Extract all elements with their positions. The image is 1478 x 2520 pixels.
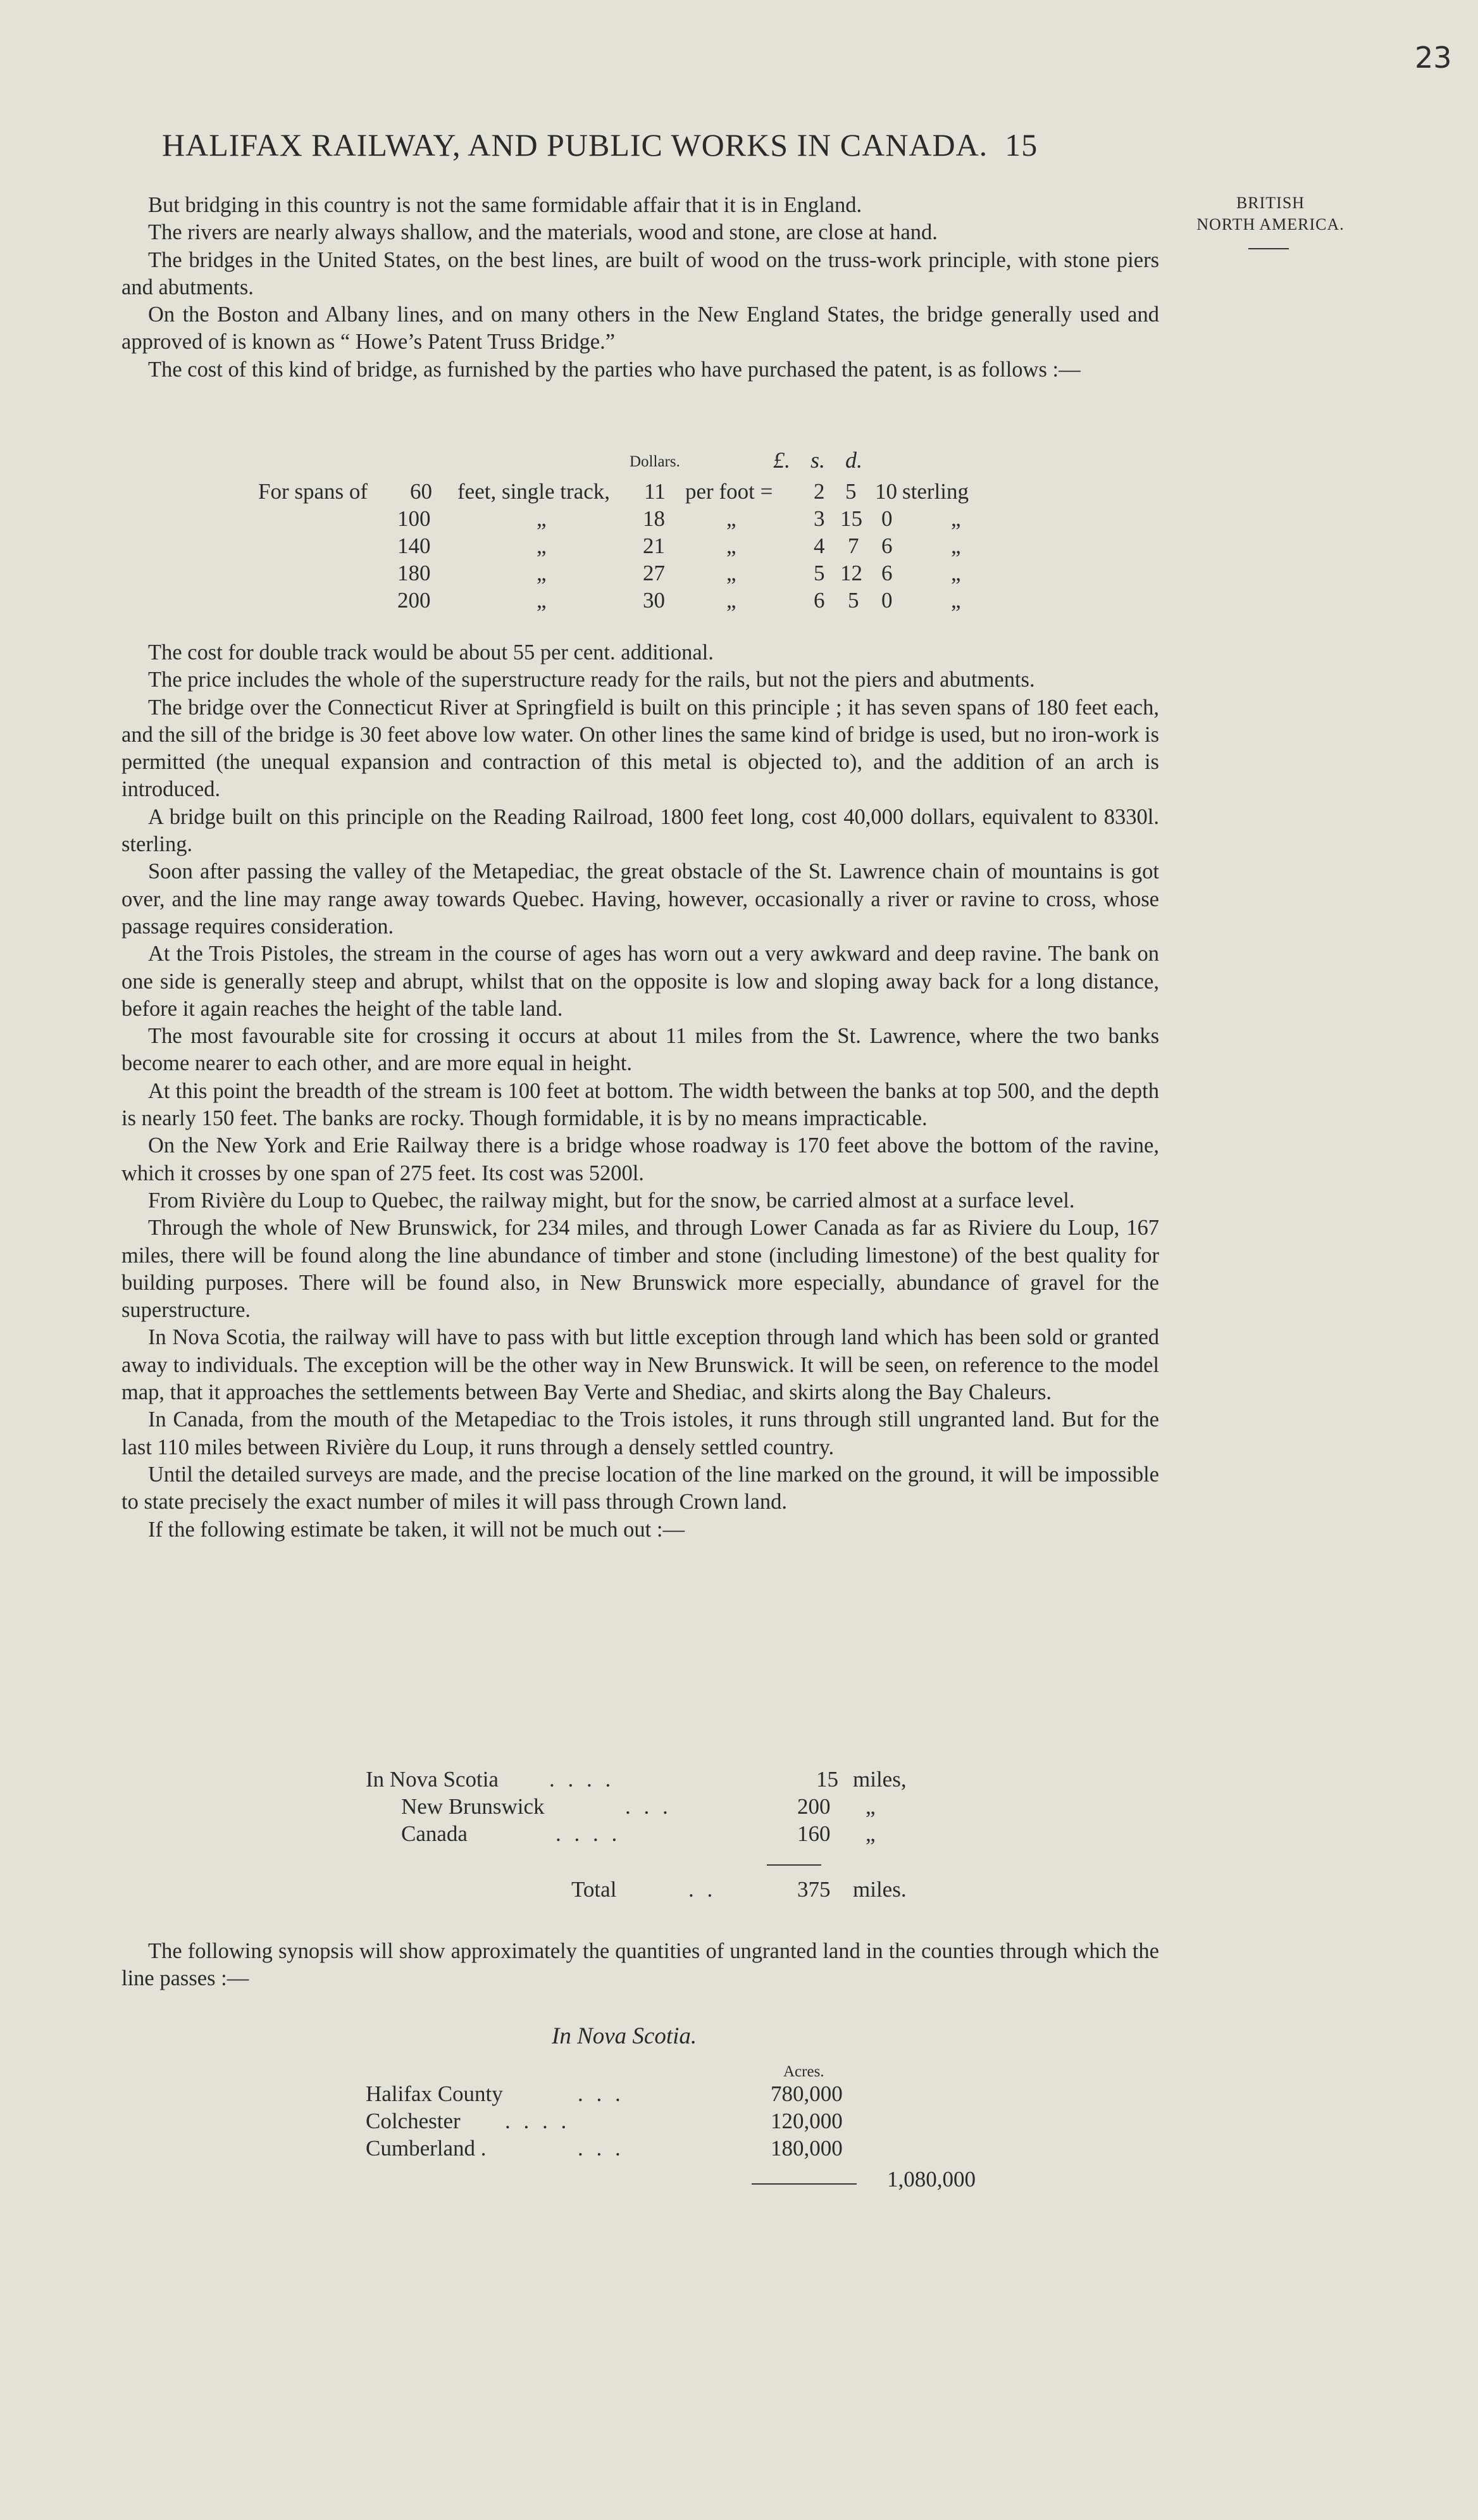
shillings-head: s. <box>810 447 826 473</box>
header-folio: 15 <box>1005 127 1038 163</box>
cost-row: 200 „ 30 „ 6 5 0 „ <box>397 588 961 613</box>
county-row: Colchester . . . . 120,000 <box>366 2109 843 2133</box>
dollars-column-head: Dollars. <box>630 453 680 470</box>
paragraph: The cost for double track would be about 55 per cent. additional. <box>148 640 714 664</box>
cost-row: 180 „ 27 „ 5 12 6 „ <box>397 561 961 585</box>
body-text-middle <box>121 639 1159 1544</box>
miles-total-value: 375 <box>797 1877 831 1902</box>
header-title: HALIFAX RAILWAY, AND PUBLIC WORKS IN CANADA. <box>162 127 988 163</box>
cost-row: For spans of 60 feet, single track, 11 per foot = 2 5 10 sterling <box>258 479 969 504</box>
paragraph: If the following estimate be taken, it will not be much out :— <box>148 1517 685 1542</box>
paragraph: In Nova Scotia, the railway will have to pass with but little exception through land which has been sold or granted away to individuals. The exception will be the other way in New Brunswick. It will be seen, on reference to the model map, that it approaches the settlements between Bay Verte and Shediac, and skirts along the Bay Chaleurs. <box>121 1325 1159 1405</box>
miles-total-unit: miles. <box>853 1877 907 1902</box>
paragraph: The most favourable site for crossing it occurs at about 11 miles from the St. Lawrence, where the two banks become nearer to each other, and are more equal in height. <box>121 1024 1159 1076</box>
margin-note <box>1169 192 1372 235</box>
miles-total-rule <box>767 1864 821 1866</box>
paragraph: At the Trois Pistoles, the stream in the course of ages has worn out a very awkward and deep ravine. The bank on one side is generally steep and abrupt, whilst that on the opposite is low and sloping away back for a long distance, before it again reaches the height of the table land. <box>121 942 1159 1021</box>
miles-row: Canada . . . . 160 „ <box>401 1821 876 1846</box>
miles-row: In Nova Scotia . . . . 15 miles, <box>366 1767 907 1792</box>
paragraph: But bridging in this country is not the same formidable affair that it is in England. <box>148 193 862 217</box>
cost-row: 100 „ 18 „ 3 15 0 „ <box>397 506 961 531</box>
miles-total-label: Total <box>571 1877 617 1902</box>
paragraph: The price includes the whole of the superstructure ready for the rails, but not the piers and abutments. <box>148 668 1035 692</box>
miles-table <box>366 1766 935 1847</box>
cost-table <box>258 478 1049 614</box>
paragraph: Until the detailed surveys are made, and the precise location of the line marked on the ground, it will be impossible to state precisely the exact number of miles it will pass through Crown land. <box>121 1462 1159 1514</box>
nova-scotia-heading: In Nova Scotia. <box>552 2023 697 2049</box>
paragraph: Through the whole of New Brunswick, for 234 miles, and through Lower Canada as far as Riviere du Loup, 167 miles, there will be found along the line abundance of timber and stone (including limestone) of the best quality for building purposes. There will be found also, in New Brunswick more especially, abundance of gravel for the superstructure. <box>121 1216 1159 1323</box>
paragraph: A bridge built on this principle on the Reading Railroad, 1800 feet long, cost 40,000 dollars, equivalent to 8330l. sterling. <box>121 804 1159 857</box>
miles-row: New Brunswick . . . 200 „ <box>401 1794 876 1819</box>
acres-total-rule <box>752 2183 857 2185</box>
paragraph: The bridge over the Connecticut River at Springfield is built on this principle ; it has seven spans of 180 feet each, and the sill of the bridge is 30 feet above low water. On other lines the same kind of bridge is used, but no iron-work is permitted (the unequal expansion and contraction of this metal is objected to), and the addition of an arch is introduced. <box>121 695 1159 802</box>
acres-column-head: Acres. <box>783 2063 824 2080</box>
paragraph: Soon after passing the valley of the Metapediac, the great obstacle of the St. Lawrence chain of mountains is got over, and the line may range away towards Quebec. Having, however, occasionally a river or ravine to cross, whose passage requires consideration. <box>121 859 1159 939</box>
margin-note-rule <box>1248 248 1289 249</box>
lsd-column-heads <box>773 447 963 473</box>
paragraph: On the New York and Erie Railway there is a bridge whose roadway is 170 feet above the bottom of the ravine, which it crosses by one span of 275 feet. Its cost was 5200l. <box>121 1133 1159 1185</box>
county-row: Cumberland . . . . 180,000 <box>366 2136 843 2161</box>
paragraph: From Rivière du Loup to Quebec, the railway might, but for the snow, be carried almost at a surface level. <box>148 1188 1075 1213</box>
acres-total: 1,080,000 <box>887 2167 976 2192</box>
miles-total-row: Total . . 375 miles. <box>571 1877 907 1902</box>
county-row: Halifax County . . . 780,000 <box>366 2081 843 2106</box>
cost-row: 140 „ 21 „ 4 7 6 „ <box>397 533 961 558</box>
paragraph: At this point the breadth of the stream is 100 feet at bottom. The width between the banks at top 500, and the depth is nearly 150 feet. The banks are rocky. Though formidable, it is by no means impracticable. <box>121 1078 1159 1131</box>
paragraph: On the Boston and Albany lines, and on many others in the New England States, the bridge generally used and approved of is known as “ Howe’s Patent Truss Bridge.” <box>121 303 1159 354</box>
pounds-head: £. <box>773 447 790 473</box>
paragraph: The rivers are nearly always shallow, and the materials, wood and stone, are close at hand. <box>148 220 938 245</box>
paragraph: In Canada, from the mouth of the Metapediac to the Trois istoles, it runs through still ungranted land. But for the last 110 miles between Rivière du Loup, it runs through a densely settled country. <box>121 1407 1159 1459</box>
running-header <box>162 127 1038 163</box>
body-text-top <box>121 192 1159 384</box>
page-number: 23 <box>1415 41 1452 75</box>
margin-note-line2: NORTH AMERICA. <box>1196 215 1344 234</box>
nova-scotia-table <box>366 2080 935 2162</box>
synopsis-paragraph: The following synopsis will show approximately the quantities of ungranted land in the counties through which the line passes :— <box>121 1939 1159 1991</box>
paragraph: The cost of this kind of bridge, as furnished by the parties who have purchased the patent, is as follows :— <box>148 357 1081 382</box>
paragraph: The bridges in the United States, on the best lines, are built of wood on the truss-work principle, with stone piers and abutments. <box>121 247 1159 299</box>
pence-head: d. <box>845 447 863 473</box>
margin-note-line1: BRITISH <box>1236 194 1305 212</box>
